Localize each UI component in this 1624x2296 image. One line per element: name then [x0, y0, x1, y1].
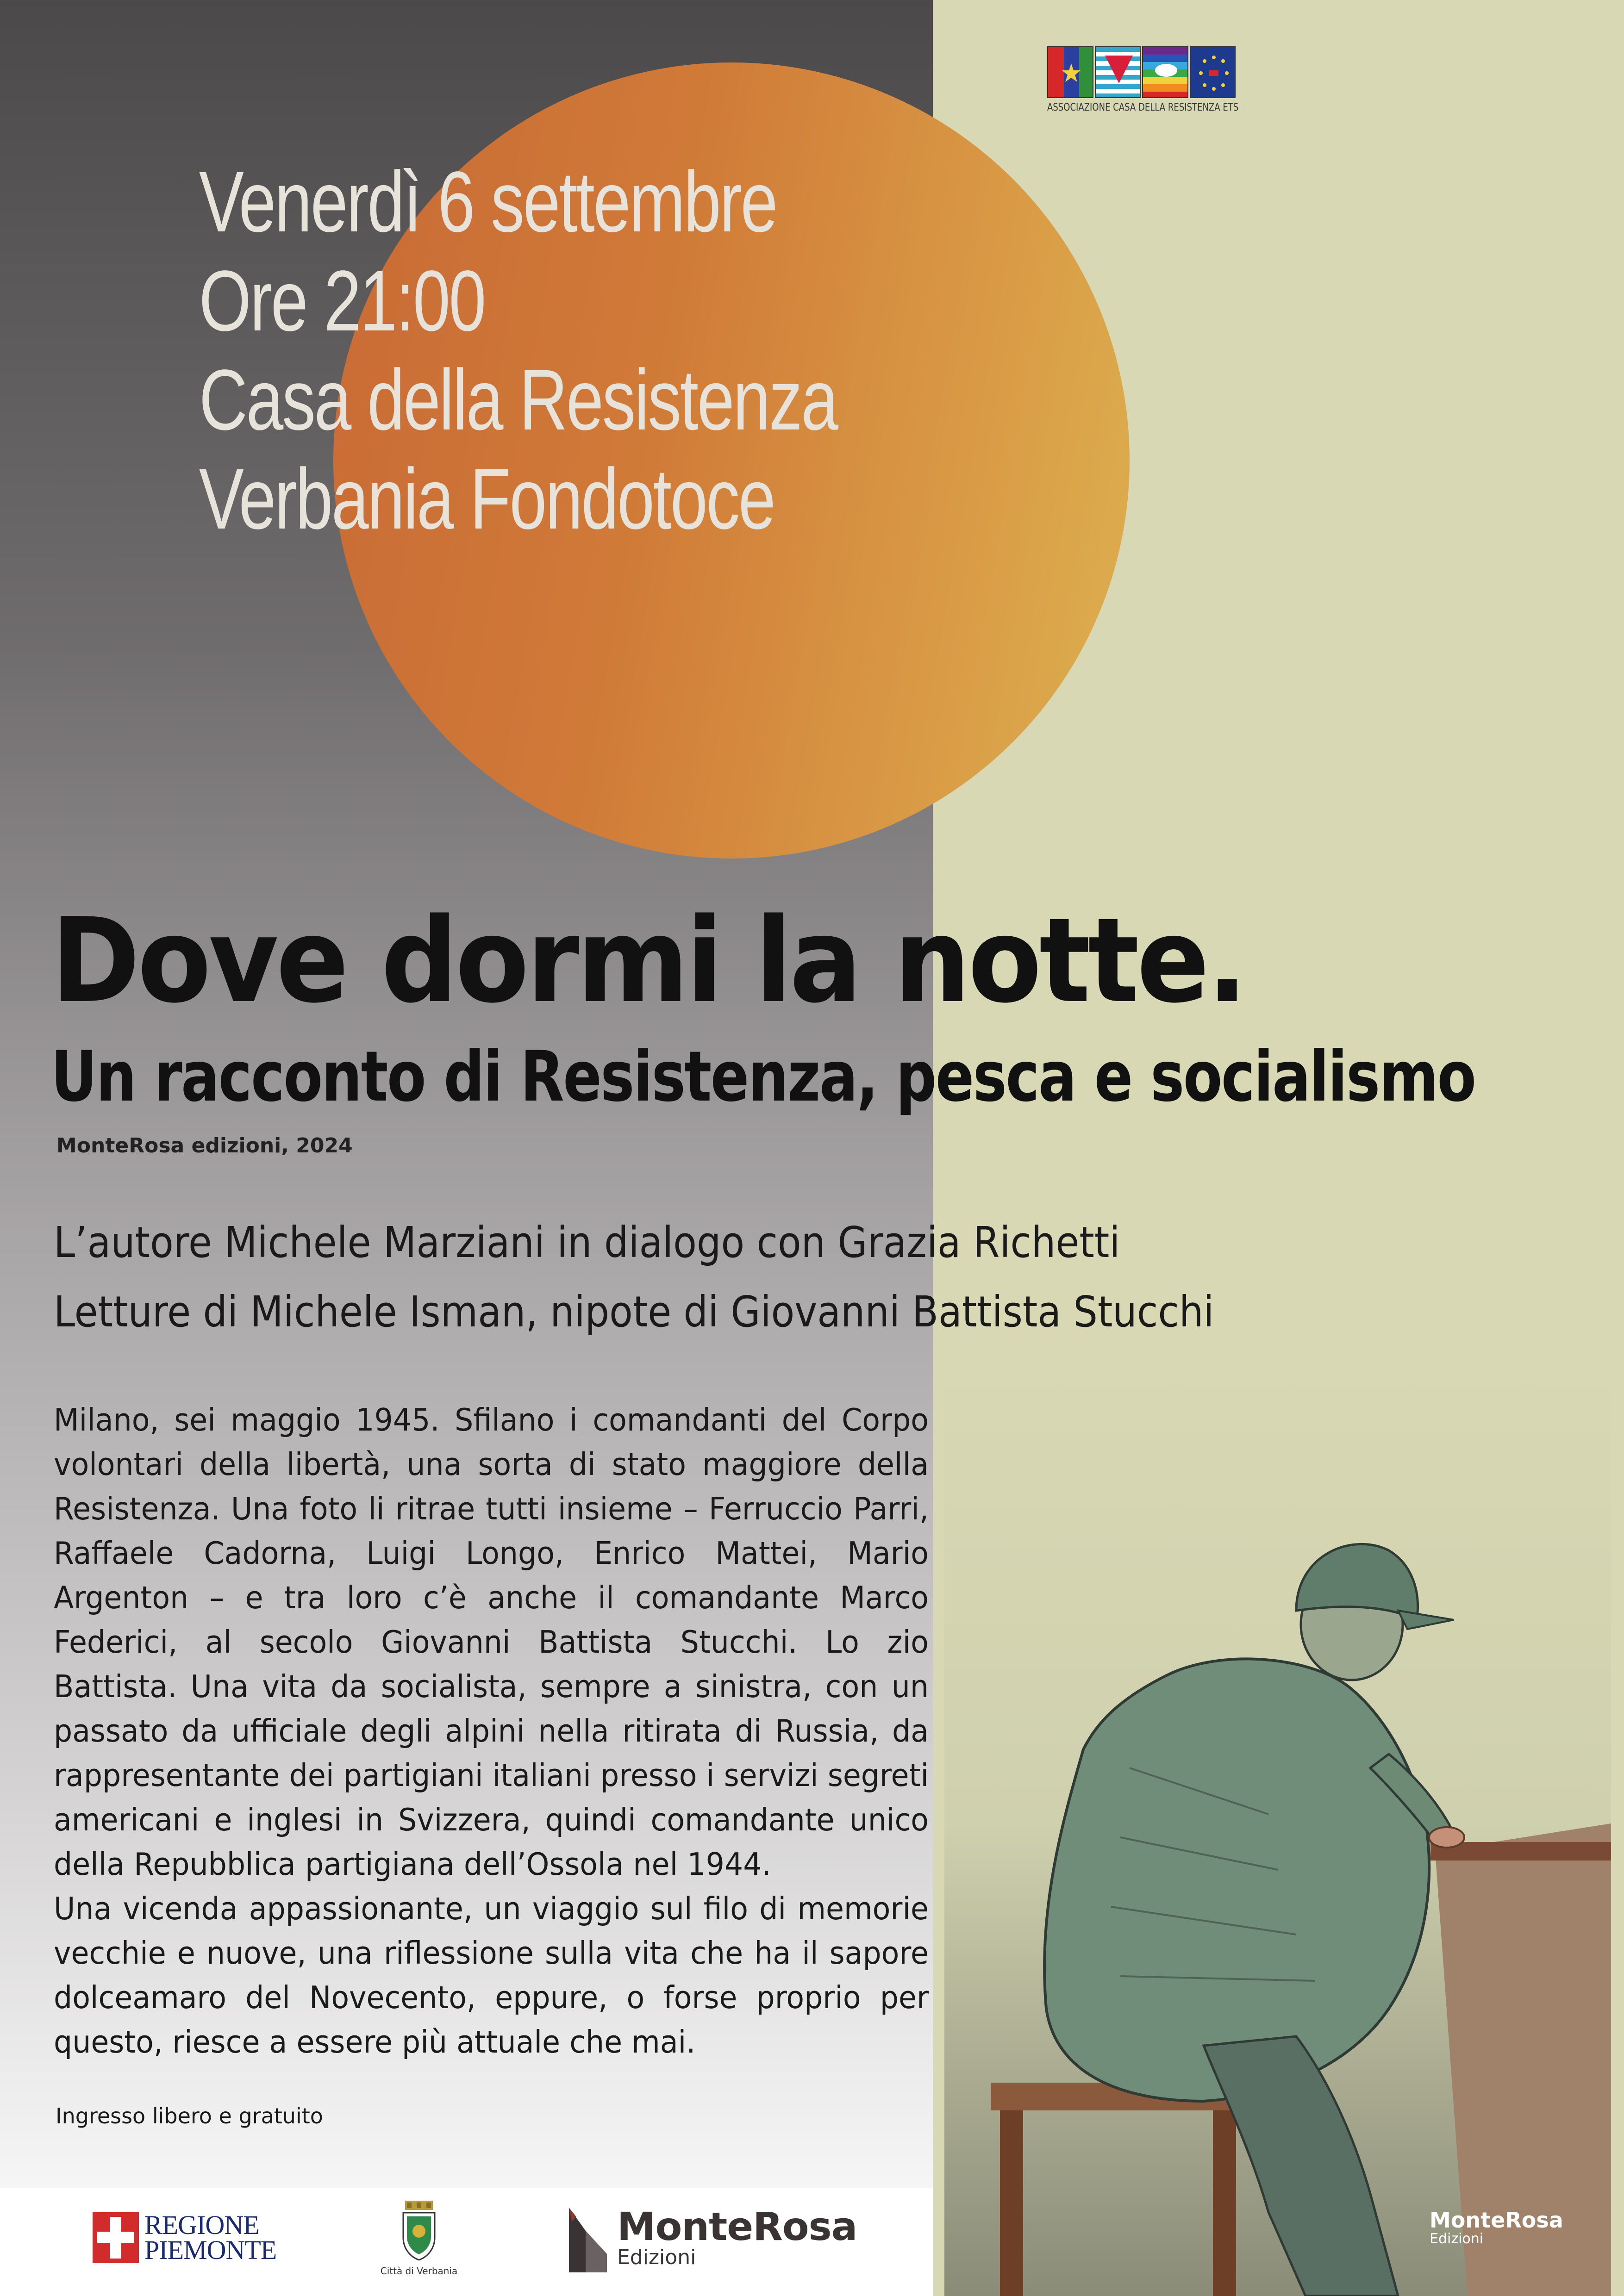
- admission-note: Ingresso libero e gratuito: [56, 2103, 323, 2128]
- event-date: Venerdì 6 settembre: [199, 154, 777, 250]
- credit-author: L’autore Michele Marziani in dialogo con Grazia Richetti: [54, 1218, 1120, 1267]
- cover-brand: [1430, 2208, 1563, 2247]
- event-venue: Casa della Resistenza: [199, 352, 837, 448]
- credit-readings: Letture di Michele Isman, nipote di Giovanni Battista Stucchi: [54, 1287, 1214, 1337]
- seated-man-sketch: [944, 1351, 1611, 2296]
- book-subtitle: Un racconto di Resistenza, pesca e socialismo: [51, 1037, 1475, 1117]
- city-caption: Città di Verbania: [380, 2265, 458, 2277]
- association-caption: ASSOCIAZIONE CASA DELLA RESISTENZA ETS: [1047, 102, 1239, 113]
- regione-line: PIEMONTE: [144, 2235, 277, 2265]
- monterosa-name: MonteRosa: [617, 2204, 857, 2249]
- event-place: Verbania Fondotoce: [199, 451, 775, 547]
- publisher-note: MonteRosa edizioni, 2024: [56, 1134, 353, 1157]
- cover-brand-sub: Edizioni: [1430, 2231, 1484, 2247]
- cover-brand-name: MonteRosa: [1430, 2208, 1563, 2233]
- cross-shield-icon: [93, 2212, 139, 2263]
- monterosa-logo: [567, 2203, 857, 2272]
- event-time: Ore 21:00: [199, 253, 485, 349]
- peace-flag-icon: [1142, 46, 1188, 98]
- mountain-icon: [567, 2203, 609, 2272]
- book-description: [54, 1398, 929, 2064]
- association-logo: [1047, 46, 1237, 113]
- monterosa-sub: Edizioni: [617, 2246, 696, 2269]
- association-flags: [1047, 46, 1237, 98]
- city-crest-icon: [400, 2201, 437, 2261]
- credits: [54, 1208, 1343, 1347]
- event-info: [199, 153, 1017, 549]
- description-paragraph: Milano, sei maggio 1945. Sfilano i comandanti del Corpo volontari della libertà, una sorta di stato maggiore della Resistenza. Una foto li ritrae tutti insieme – Ferruccio Parri, Raffaele Cadorna, Luigi Longo, Enrico Mattei, Mario Argenton – e tra loro c’è anche il comandante Marco Federici, al secolo Giovanni Battista Stucchi. Lo zio Battista. Una vita da socialista, sempre a sinistra, con un passato da ufficiale degli alpini nella ritirata di Russia, da rappresentante dei partigiani italiani presso i servizi segreti americani e inglesi in Svizzera, quindi comandante unico della Repubblica partigiana dell’Ossola nel 1944.: [54, 1402, 929, 1882]
- flag-icon: [1047, 46, 1093, 98]
- regione-text: [144, 2210, 277, 2265]
- description-paragraph: Una vicenda appassionante, un viaggio sul filo di memorie vecchie e nuove, una riflessione sulla vita che ha il sapore dolceamaro del Novecento, eppure, o forse proprio per questo, riesce a essere più attuale che mai.: [54, 1891, 929, 2060]
- citta-di-verbania-logo: [380, 2201, 458, 2277]
- regione-line: REGIONE: [144, 2210, 259, 2240]
- eu-flag-icon: [1190, 46, 1236, 98]
- regione-piemonte-logo: [93, 2212, 276, 2263]
- monterosa-text: [617, 2204, 857, 2269]
- book-title: Dove dormi la notte.: [51, 893, 1245, 1029]
- triangle-flag-icon: [1095, 46, 1141, 98]
